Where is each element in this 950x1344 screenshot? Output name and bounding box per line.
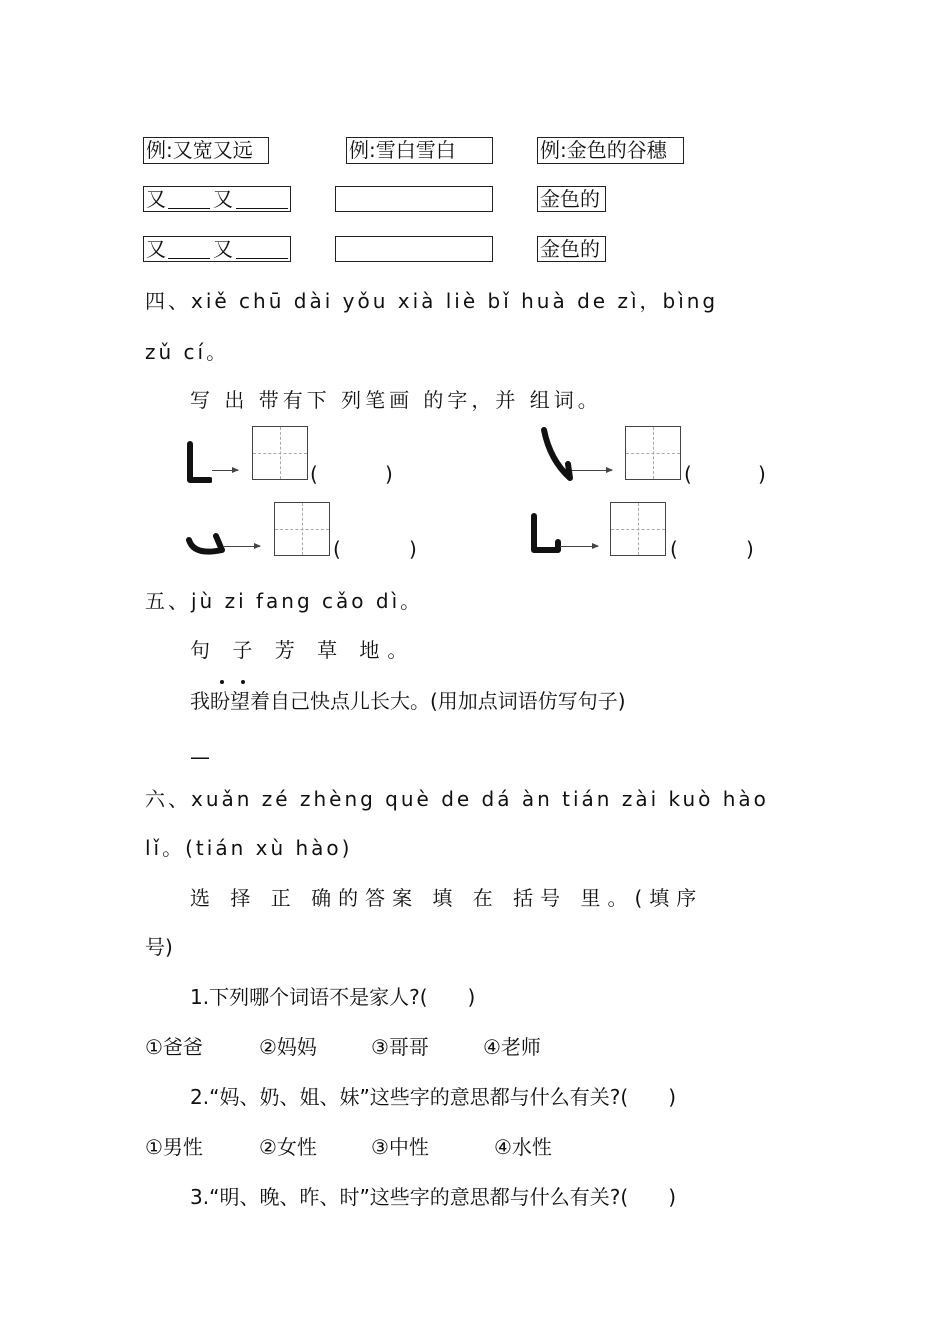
stroke-wogou-icon: [186, 530, 226, 560]
question-1: 1.下列哪个词语不是家人?( ): [190, 985, 476, 1009]
blank-line: [236, 258, 288, 259]
question-2: 2.“妈、奶、姐、妹”这些字的意思都与什么有关?( ): [190, 1085, 677, 1109]
example-text-1: 例:又宽又远: [146, 138, 253, 162]
paren-close: ): [758, 462, 766, 486]
section4-instruction: 写 出 带有下 列笔画 的字，并 组词。: [190, 388, 602, 412]
paren-close: ): [746, 537, 754, 561]
q1-option-4[interactable]: ④老师: [483, 1035, 541, 1059]
arrow-icon: [572, 470, 612, 471]
section5-sentence: 我盼望着自己快点儿长大。(用加点词语仿写句子): [190, 689, 626, 713]
emphasis-dot: [220, 680, 224, 684]
jinse-text-1: 金色的: [540, 187, 600, 211]
stroke-shuzhe-icon: [184, 440, 212, 486]
section5-hanzi: 句 子 芳 草 地。: [190, 638, 416, 662]
q1-option-2[interactable]: ②妈妈: [259, 1035, 317, 1059]
blank-line: [236, 208, 288, 209]
answer-box-empty-1: [335, 186, 493, 212]
you-char-2b: 又: [213, 237, 233, 261]
stroke-xiegou-icon: [538, 426, 574, 484]
section6-instruction-line1: 选 择 正 确的答案 填 在 括号 里。(填序: [190, 886, 704, 910]
emphasis-dot: [241, 680, 245, 684]
example-text-2: 例:雪白雪白: [349, 138, 456, 162]
blank-line: [168, 208, 210, 209]
you-char-1b: 又: [213, 187, 233, 211]
stroke-shuwangou-icon: [528, 512, 562, 558]
q1-option-1[interactable]: ①爸爸: [145, 1035, 203, 1059]
blank-line: [168, 258, 210, 259]
section6-pinyin-line1: 六、xuǎn zé zhèng què de dá àn tián zài kuò hào: [145, 787, 769, 811]
q2-option-4[interactable]: ④水性: [494, 1135, 552, 1159]
section4-pinyin-line1: 四、xiě chū dài yǒu xià liè bǐ huà de zì，bìng: [145, 289, 719, 313]
section4-pinyin-line2: zǔ cí。: [145, 340, 230, 364]
paren-open: (: [333, 537, 341, 561]
paren-close: ): [409, 537, 417, 561]
q2-option-1[interactable]: ①男性: [145, 1135, 203, 1159]
example-text-3: 例:金色的谷穗: [540, 138, 667, 162]
arrow-icon: [560, 546, 598, 547]
you-char-1a: 又: [146, 187, 166, 211]
section6-instruction-line2: 号): [145, 935, 173, 959]
arrow-icon: [212, 470, 238, 471]
jinse-text-2: 金色的: [540, 237, 600, 261]
answer-line: —: [190, 745, 210, 769]
question-3: 3.“明、晚、昨、时”这些字的意思都与什么有关?( ): [190, 1185, 677, 1209]
paren-open: (: [670, 537, 678, 561]
q1-option-3[interactable]: ③哥哥: [371, 1035, 429, 1059]
tianzige-box[interactable]: [274, 502, 330, 556]
tianzige-box[interactable]: [625, 426, 681, 480]
answer-box-empty-2: [335, 236, 493, 262]
q2-option-2[interactable]: ②女性: [259, 1135, 317, 1159]
arrow-icon: [224, 546, 260, 547]
you-char-2a: 又: [146, 237, 166, 261]
paren-open: (: [310, 462, 318, 486]
tianzige-box[interactable]: [252, 426, 308, 480]
paren-open: (: [684, 462, 692, 486]
tianzige-box[interactable]: [610, 502, 666, 556]
section6-pinyin-line2: lǐ。(tián xù hào): [145, 836, 353, 860]
q2-option-3[interactable]: ③中性: [371, 1135, 429, 1159]
section5-pinyin: 五、jù zi fang cǎo dì。: [145, 589, 424, 613]
paren-close: ): [385, 462, 393, 486]
